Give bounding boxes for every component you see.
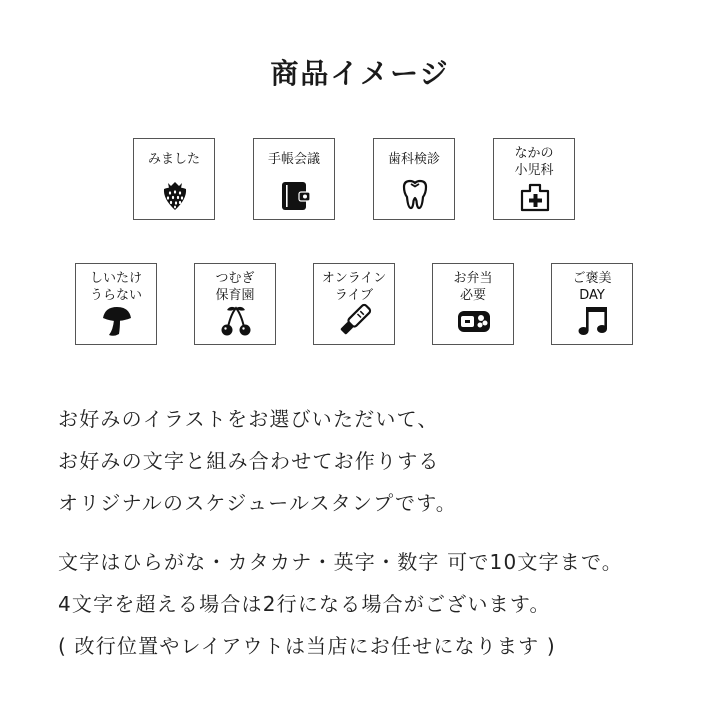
stamp-label: みました (147, 152, 200, 167)
mushroom-icon (99, 302, 135, 338)
stamp-label: お弁当 必要 (453, 271, 493, 303)
description-line: 4文字を超える場合は2行になる場合がございます。 (58, 592, 551, 616)
strawberry-icon (157, 177, 193, 213)
clinic-icon (517, 177, 553, 213)
description-line: お好みのイラストをお選びいただいて、 (58, 407, 439, 431)
stamp-card-cherry[interactable] (194, 263, 276, 345)
description-line: ( 改行位置やレイアウトは当店にお任せになります ) (58, 634, 556, 658)
description-paragraph-2 (58, 541, 623, 667)
stamp-label: オンライン ライブ (321, 271, 387, 303)
stamp-card-tooth[interactable] (373, 138, 455, 220)
notebook-icon (277, 177, 313, 213)
tooth-icon (397, 177, 433, 213)
music-note-icon (575, 302, 611, 338)
description-line: お好みの文字と組み合わせてお作りする (58, 449, 440, 473)
page-title: 商品イメージ (270, 57, 450, 90)
stamp-label: しいたけ うらない (89, 271, 142, 303)
stamp-card-notebook[interactable] (253, 138, 335, 220)
stamp-card-glowstick[interactable] (313, 263, 395, 345)
stamp-card-clinic[interactable] (493, 138, 575, 220)
description-line: 文字はひらがな・カタカナ・英字・数字 可で10文字まで。 (58, 550, 624, 574)
description-line: オリジナルのスケジュールスタンプです。 (58, 491, 457, 515)
stamp-card-strawberry[interactable] (133, 138, 215, 220)
cherry-icon (218, 302, 254, 338)
bento-icon (456, 302, 492, 338)
stamp-label: なかの 小児科 (514, 146, 554, 178)
stamp-label: 歯科検診 (387, 152, 440, 167)
description-paragraph-1 (58, 398, 457, 524)
stamp-label: 手帳会議 (267, 152, 320, 167)
stamp-label: つむぎ 保育園 (215, 271, 255, 303)
stamp-card-mushroom[interactable] (75, 263, 157, 345)
stamp-card-music-note[interactable] (551, 263, 633, 345)
glowstick-icon (337, 302, 373, 338)
stamp-card-bento[interactable] (432, 263, 514, 345)
stamp-label: ご褒美 DAY (572, 271, 612, 303)
